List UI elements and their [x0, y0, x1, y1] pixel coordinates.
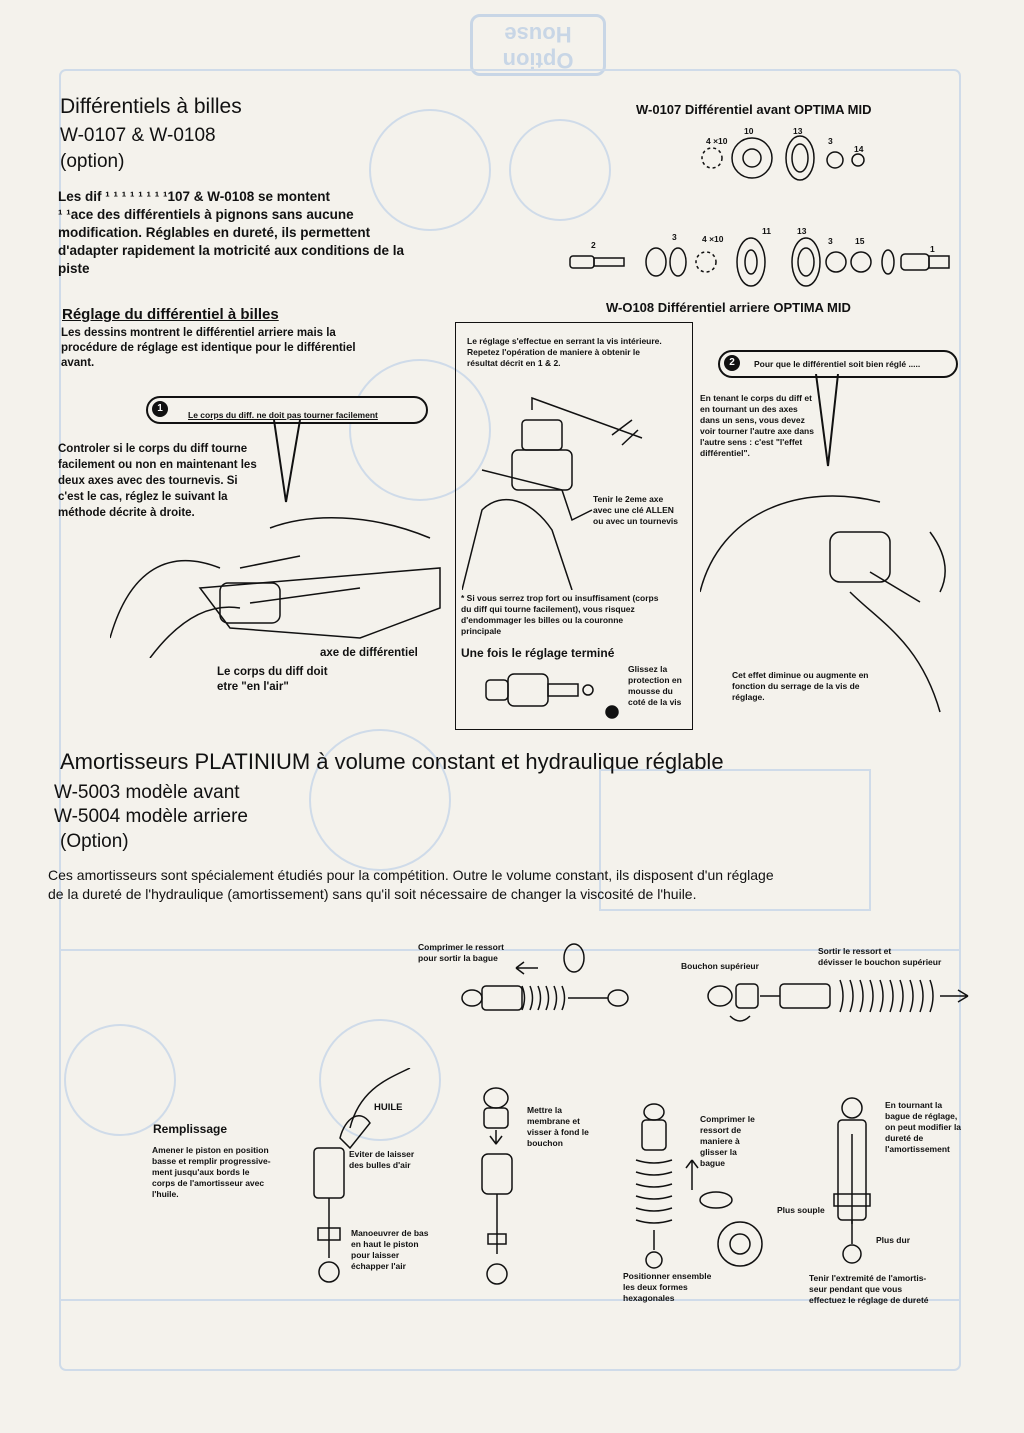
- remplissage-text-line: corps de l'amortisseur avec: [152, 1178, 265, 1188]
- label-positionner-line: hexagonales: [623, 1293, 675, 1303]
- label-eviter-line: des bulles d'air: [349, 1160, 411, 1170]
- step2-text: [700, 393, 836, 459]
- rear-part-num: 3: [672, 232, 677, 242]
- center-box-line: résultat décrit en 1 & 2.: [467, 358, 561, 368]
- label-tournant: [885, 1100, 961, 1155]
- step2-effect-line: réglage.: [732, 692, 765, 702]
- center-second-axis-line: avec une clé ALLEN: [593, 505, 674, 515]
- label-sortir-line: dévisser le bouchon supérieur: [818, 957, 942, 967]
- step2-text-line: dans un sens, vous devez: [700, 415, 805, 425]
- intro-line: piste: [58, 261, 90, 276]
- step1-text-line: c'est le cas, réglez le suivant la: [58, 491, 228, 503]
- label-mettre-line: bouchon: [527, 1138, 563, 1148]
- center-second-axis-line: ou avec un tournevis: [593, 516, 679, 526]
- label-manoeuvrer-line: échapper l'air: [351, 1261, 406, 1271]
- section1-option: (option): [60, 151, 125, 172]
- label-tenir: [809, 1273, 929, 1306]
- label-manoeuvrer-line: pour laisser: [351, 1250, 400, 1260]
- label-positionner: [623, 1271, 711, 1304]
- front-part-num: 10: [744, 126, 754, 136]
- center-diff-with-allen-key-drawing: [462, 390, 682, 590]
- section2-intro-line: Ces amortisseurs sont spécialement étudiés pour la compétition. Outre le volume constant, ils disposent d'un réglage: [48, 867, 774, 883]
- center-warning-line: d'endommager les billes ou la couronne: [461, 615, 624, 625]
- step2-bubble-text: Pour que le différentiel soit bien réglé .....: [754, 359, 921, 369]
- rear-diff-exploded-drawing: [566, 236, 956, 296]
- rear-part-num: 1: [930, 244, 935, 254]
- label-tournant-line: l'amortissement: [885, 1144, 950, 1154]
- step2-effect-text: [732, 670, 902, 703]
- center-box-text: [467, 336, 689, 369]
- center-glissez-line: coté de la vis: [628, 697, 682, 707]
- step1-text-line: deux axes avec des tournevis. Si: [58, 475, 238, 487]
- rear-part-num: 15: [855, 236, 865, 246]
- shock-unscrew-drawing: [700, 970, 970, 1030]
- step2-effect-line: Cet effet diminue ou augmente en: [732, 670, 869, 680]
- label-comprimer-line: pour sortir la bague: [418, 953, 498, 963]
- front-part-num: 14: [854, 144, 864, 154]
- adjust-text-line: avant.: [61, 357, 95, 369]
- rear-part-num: 2: [591, 240, 596, 250]
- label-manoeuvrer-line: Manoeuvrer de bas: [351, 1228, 429, 1238]
- adjust-text: [61, 326, 401, 371]
- label-eviter-line: Eviter de laisser: [349, 1149, 415, 1159]
- label-comprimer2-line: Comprimer le: [700, 1114, 755, 1124]
- diagram-front-caption: W-0107 Différentiel avant OPTIMA MID: [636, 102, 872, 117]
- front-part-num: 4 ×10: [706, 136, 728, 146]
- center-glissez-line: protection en: [628, 675, 682, 685]
- section2-intro-line: de la dureté de l'hydraulique (amortissement) sans qu'il soit nécessaire de changer la viscosité de l'huile.: [48, 886, 697, 902]
- center-glissez-line: mousse du: [628, 686, 673, 696]
- step2-number: 2: [724, 355, 740, 371]
- center-box-line: Le réglage s'effectue en serrant la vis intérieure.: [467, 336, 662, 346]
- label-tournant-line: dureté de: [885, 1133, 924, 1143]
- label-tournant-line: En tournant la: [885, 1100, 943, 1110]
- label-tenir-line: seur pendant que vous: [809, 1284, 903, 1294]
- label-comprimer-line: Comprimer le ressort: [418, 942, 504, 952]
- label-eviter: [349, 1149, 414, 1171]
- step2-text-line: En tenant le corps du diff et: [700, 393, 812, 403]
- center-warning-line: du diff qui tourne facilement), vous risquez: [461, 604, 635, 614]
- intro-line: modification. Réglables en dureté, ils permettent: [58, 225, 371, 240]
- rear-part-num: 11: [762, 226, 771, 236]
- label-bouchon: Bouchon supérieur: [681, 961, 759, 971]
- section2-title: Amortisseurs PLATINIUM à volume constant et hydraulique réglable: [60, 749, 724, 774]
- step1-number: 1: [152, 401, 168, 417]
- step2-text-line: l'autre sens : c'est "l'effet: [700, 437, 803, 447]
- label-tournant-line: on peut modifier la: [885, 1122, 962, 1132]
- center-done-text: Une fois le réglage terminé: [461, 646, 615, 660]
- label-corps-line: etre "en l'air": [217, 681, 289, 693]
- adjust-heading: Réglage du différentiel à billes: [62, 306, 279, 323]
- label-manoeuvrer: [351, 1228, 428, 1272]
- step1-text-line: méthode décrite à droite.: [58, 507, 195, 519]
- section1-intro: [58, 188, 458, 278]
- step2-effect-line: fonction du serrage de la vis de: [732, 681, 860, 691]
- label-corps: [217, 665, 328, 695]
- step1-bubble-text: Le corps du diff. ne doit pas tourner facilement: [188, 410, 378, 420]
- label-tenir-line: Tenir l'extremité de l'amortis-: [809, 1273, 927, 1283]
- label-axe: axe de différentiel: [320, 647, 418, 659]
- hands-holding-diff-drawing: [110, 508, 450, 658]
- shock-adjust-ring-drawing: [826, 1094, 886, 1274]
- center-glissez-line: Glissez la: [628, 664, 668, 674]
- rear-part-num: 3: [828, 236, 833, 246]
- intro-line: d'adapter rapidement la motricité aux conditions de la: [58, 243, 405, 258]
- shock-compress-drawing: [458, 940, 638, 1030]
- remplissage-heading: Remplissage: [153, 1122, 228, 1136]
- adjust-text-line: Les dessins montrent le différentiel arriere mais la: [61, 327, 336, 339]
- center-second-axis-text: [593, 494, 691, 527]
- center-warning-line: principale: [461, 626, 502, 636]
- step1-text-line: facilement ou non en maintenant les: [58, 459, 257, 471]
- step2-text-line: en tournant un des axes: [700, 404, 798, 414]
- section2-option: (Option): [60, 831, 129, 852]
- label-comprimer2-line: maniere à: [700, 1136, 740, 1146]
- center-box-line: Repetez l'opération de maniere à obtenir le: [467, 347, 641, 357]
- section1-codes: W-0107 & W-0108: [60, 125, 216, 146]
- membrane-cap-drawing: [470, 1084, 530, 1294]
- label-plus-souple: Plus souple: [777, 1205, 825, 1215]
- label-plus-dur: Plus dur: [876, 1235, 911, 1245]
- label-mettre-line: visser à fond le: [527, 1127, 589, 1137]
- label-positionner-line: Positionner ensemble: [623, 1271, 712, 1281]
- remplissage-text: [152, 1145, 292, 1200]
- oil-filling-drawing: [290, 1068, 420, 1308]
- label-mettre-line: membrane et: [527, 1116, 580, 1126]
- intro-line: Les dif ¹ ¹ ¹ ¹ ¹ ¹ ¹ ¹107 & W-0108 se montent: [58, 189, 331, 204]
- label-positionner-line: les deux formes: [623, 1282, 688, 1292]
- remplissage-text-line: Amener le piston en position: [152, 1145, 269, 1155]
- remplissage-text-line: basse et remplir progressive-: [152, 1156, 271, 1166]
- watermark-line-2: House: [504, 22, 572, 47]
- rear-part-num: 4 ×10: [702, 234, 724, 244]
- center-second-axis-line: Tenir le 2eme axe: [593, 494, 664, 504]
- center-glissez-text: [628, 664, 692, 708]
- label-manoeuvrer-line: en haut le piston: [351, 1239, 419, 1249]
- intro-line: ¹ ¹ace des différentiels à pignons sans aucune: [58, 207, 354, 222]
- adjust-text-line: procédure de réglage est identique pour le différentiel: [61, 342, 356, 354]
- label-tenir-line: effectuez le réglage de dureté: [809, 1295, 929, 1305]
- step2-text-line: différentiel".: [700, 448, 750, 458]
- step1-text-line: Controler si le corps du diff tourne: [58, 443, 248, 455]
- label-huile: HUILE: [374, 1102, 403, 1113]
- center-warning-line: * Si vous serrez trop fort ou insuffisament (corps: [461, 593, 659, 603]
- label-sortir-line: Sortir le ressort et: [818, 946, 892, 956]
- label-comprimer2-line: ressort de: [700, 1125, 742, 1135]
- rear-part-num: 13: [797, 226, 807, 236]
- label-comprimer2-line: glisser la: [700, 1147, 737, 1157]
- label-corps-line: Le corps du diff doit: [217, 666, 328, 678]
- label-sortir: [818, 946, 941, 968]
- front-part-num: 3: [828, 136, 833, 146]
- front-part-num: 13: [793, 126, 803, 136]
- section2-rear: W-5004 modèle arriere: [54, 806, 248, 827]
- label-mettre: [527, 1105, 589, 1149]
- diagram-rear-caption: W-O108 Différentiel arriere OPTIMA MID: [606, 300, 851, 315]
- label-tournant-line: bague de réglage,: [885, 1111, 958, 1121]
- section2-front: W-5003 modèle avant: [54, 782, 240, 803]
- watermark-line-1: Option: [502, 48, 574, 73]
- remplissage-text-line: ment jusqu'aux bords le: [152, 1167, 250, 1177]
- center-diff-foam-drawing: [484, 666, 624, 726]
- step2-text-line: voir tourner l'autre axe dans: [700, 426, 814, 436]
- label-comprimer2-line: bague: [700, 1158, 726, 1168]
- section1-title: Différentiels à billes: [60, 95, 242, 118]
- section2-intro: [48, 866, 978, 904]
- label-mettre-line: Mettre la: [527, 1105, 562, 1115]
- remplissage-text-line: l'huile.: [152, 1189, 179, 1199]
- label-comprimer2: [700, 1114, 755, 1169]
- center-warning: [461, 593, 691, 637]
